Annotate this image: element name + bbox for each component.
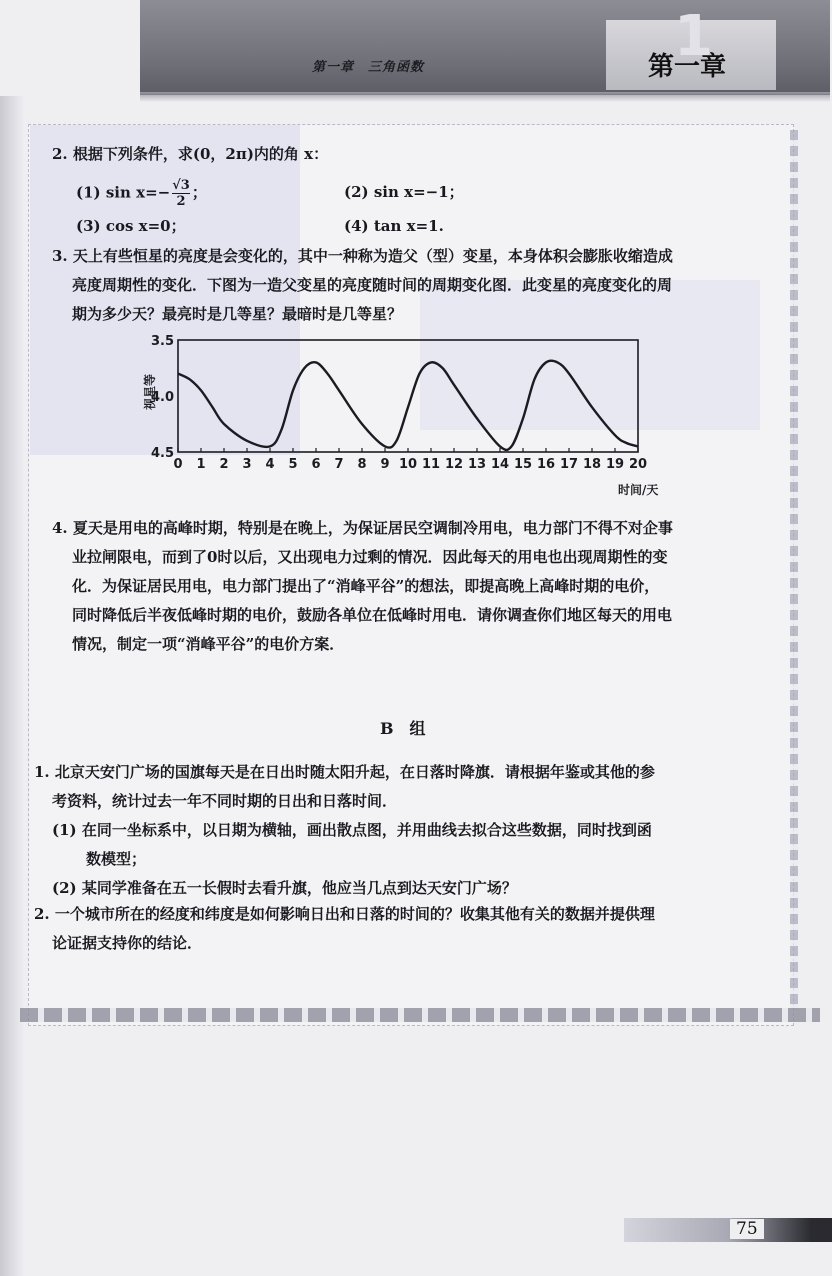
x-tick-label: 3 bbox=[242, 457, 252, 472]
x-tick-label: 10 bbox=[398, 457, 418, 472]
x-tick-label: 8 bbox=[357, 457, 367, 472]
chapter-label: 第一章 bbox=[648, 52, 727, 82]
y-tick-label: 4.5 bbox=[150, 446, 174, 461]
x-tick-label: 5 bbox=[288, 457, 298, 472]
x-tick-label: 20 bbox=[628, 457, 648, 472]
group-b-title: B 组 bbox=[380, 719, 426, 738]
problem-4: 4. 夏天是用电的高峰时期，特别是在晚上，为保证居民空调制冷用电，电力部门不得不对企事 业拉闸限电，而到了0时以后，又出现电力过剩的情况．因此每天的用电也出现周期性的变 化．为保证居民用电，电力部门提出了“消峰平谷”的想法，即提高晚上高峰时期的电价， 同时降低后半夜低峰时期的电价，鼓励各单位在低峰时用电．请你调查你们地区每天的用电 情况，制定一项“消峰平谷”的电价方案． bbox=[52, 519, 673, 653]
footer-band bbox=[624, 1218, 832, 1242]
x-tick-label: 14 bbox=[490, 457, 510, 472]
problem-2-part-2: (2) sin x=−1； bbox=[344, 183, 464, 201]
page-margin bbox=[0, 96, 24, 1276]
chapter-number: 1 bbox=[674, 4, 713, 69]
y-ticks bbox=[151, 334, 174, 461]
y-tick-label: 3.5 bbox=[150, 334, 174, 349]
problem-3: 3. 天上有些恒星的亮度是会变化的，其中一种称为造父（型）变星，本身体积会膨胀收缩造成 亮度周期性的变化．下图为一造父变星的亮度随时间的周期变化图．此变星的亮度变化的周 期为多少天？最亮时是几等星？最暗时是几等星？ bbox=[52, 247, 673, 323]
group-b-problem-2: 2. 一个城市所在的经度和纬度是如何影响日出和日落的时间的？收集其他有关的数据并提供理 论证据支持你的结论． bbox=[34, 905, 655, 952]
x-tick-label: 7 bbox=[334, 457, 344, 472]
x-tick-label: 12 bbox=[444, 457, 464, 472]
chart-frame bbox=[178, 340, 638, 452]
running-header-section: 第一章 三角函数 bbox=[312, 60, 425, 75]
x-tick-label: 18 bbox=[582, 457, 602, 472]
problem-2-part-1: (1) sin x=− $\frac{√3}{2}$ ； bbox=[76, 178, 207, 209]
x-tick-label: 15 bbox=[513, 457, 533, 472]
x-tick-label: 13 bbox=[467, 457, 487, 472]
page-number: 75 bbox=[730, 1219, 764, 1239]
y-axis-label: 视星等 bbox=[143, 373, 157, 411]
problem-2-part-3: (3) cos x=0； bbox=[76, 217, 186, 235]
x-tick-label: 16 bbox=[536, 457, 556, 472]
problem-2-part-4: (4) tan x=1. bbox=[344, 217, 444, 235]
x-tick-label: 19 bbox=[605, 457, 625, 472]
fraction: $\frac{√3}{2}$ bbox=[172, 178, 190, 209]
x-tick-label: 0 bbox=[173, 457, 183, 472]
problem-2-stem: 2. 根据下列条件，求(0，2π)内的角 x： bbox=[52, 145, 329, 163]
variable-star-brightness-chart bbox=[140, 330, 670, 502]
x-axis-label: 时间/天 bbox=[618, 483, 659, 497]
panel-bottom-border bbox=[20, 1008, 820, 1022]
x-tick-label: 4 bbox=[265, 457, 275, 472]
x-tick-label: 1 bbox=[196, 457, 206, 472]
y-tick-label: 4.0 bbox=[150, 390, 174, 405]
x-tick-label: 6 bbox=[311, 457, 321, 472]
x-tick-label: 17 bbox=[559, 457, 579, 472]
x-tick-label: 9 bbox=[380, 457, 390, 472]
x-tick-label: 2 bbox=[219, 457, 229, 472]
x-tick-label: 11 bbox=[421, 457, 441, 472]
group-b-problem-1: 1. 北京天安门广场的国旗每天是在日出时随太阳升起，在日落时降旗．请根据年鉴或其他的参 考资料，统计过去一年不同时期的日出和日落时间． (1) 在同一坐标系中，以日期为横轴，画出散点图，并用曲线去拟合这些数据，同时找到函 数模型； (2) 某同学准备在五一长假时去看升旗，他应当几点到达天安门广场？ bbox=[34, 763, 655, 897]
brightness-curve bbox=[178, 361, 638, 450]
